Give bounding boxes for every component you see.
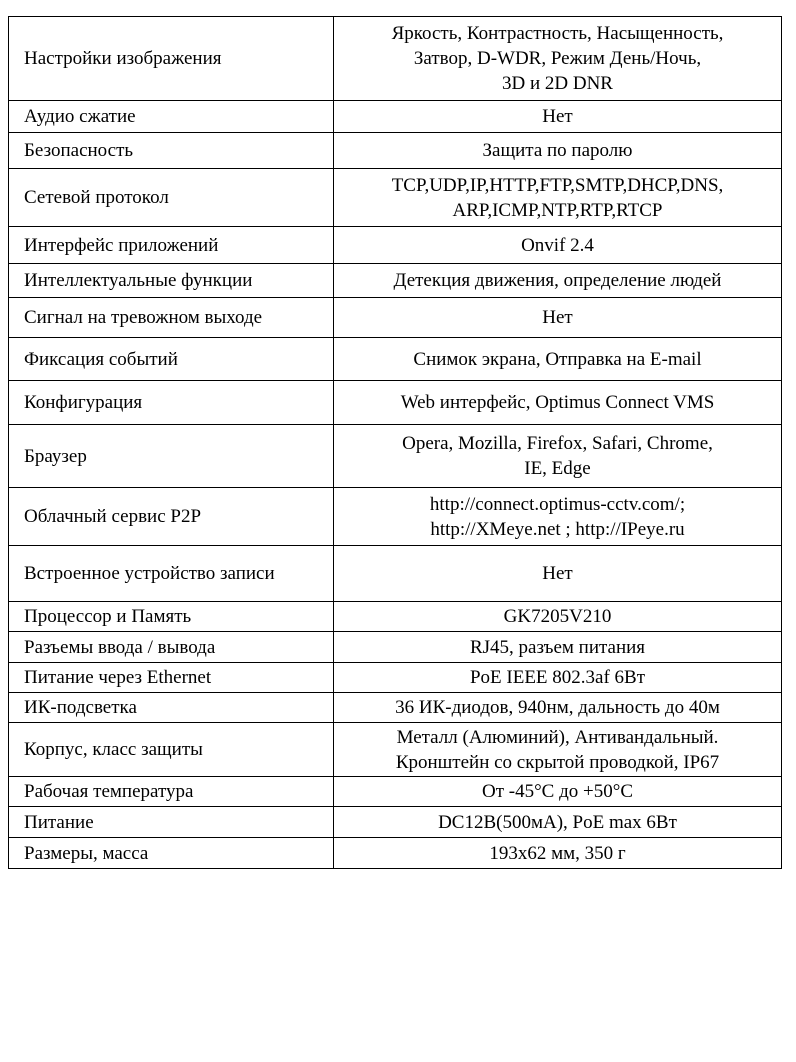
param-cell: Питание xyxy=(9,807,334,838)
param-cell: Фиксация событий xyxy=(9,338,334,381)
value-line: http://connect.optimus-cctv.com/; xyxy=(429,493,686,515)
table-row xyxy=(9,632,782,663)
value-line: Нет xyxy=(542,563,573,584)
value-line: Кронштейн со скрытой проводкой, IP67 xyxy=(395,751,720,773)
value-cell xyxy=(334,777,782,807)
value-line: 193х62 мм, 350 г xyxy=(489,842,626,864)
table-row xyxy=(9,133,782,169)
value-cell xyxy=(334,133,782,169)
value-line: Web интерфейс, Optimus Connect VMS xyxy=(400,392,715,413)
value-cell xyxy=(334,602,782,632)
param-cell: Интерфейс приложений xyxy=(9,227,334,264)
table-row xyxy=(9,777,782,807)
value-cell xyxy=(334,488,782,546)
value-cell xyxy=(334,663,782,693)
value-cell xyxy=(334,298,782,338)
param-cell: Размеры, масса xyxy=(9,838,334,869)
value-line: IE, Edge xyxy=(524,458,591,479)
value-line: 3D и 2D DNR xyxy=(502,73,613,94)
table-row xyxy=(9,264,782,298)
table-row xyxy=(9,838,782,869)
value-cell xyxy=(334,723,782,777)
value-line: 36 ИК-диодов, 940нм, дальность до 40м xyxy=(395,697,720,718)
param-cell: Процессор и Память xyxy=(9,602,334,632)
value-line: ARP,ICMP,NTP,RTP,RTCP xyxy=(452,199,663,221)
table-row xyxy=(9,338,782,381)
param-cell: Аудио сжатие xyxy=(9,101,334,133)
value-cell xyxy=(334,381,782,425)
value-line: Защита по паролю xyxy=(482,140,633,161)
param-cell: Корпус, класс защиты xyxy=(9,723,334,777)
table-row xyxy=(9,425,782,488)
value-cell xyxy=(334,632,782,663)
table-row xyxy=(9,723,782,777)
value-line: Яркость, Контрастность, Насыщенность, xyxy=(391,23,724,44)
table-row xyxy=(9,602,782,632)
value-cell xyxy=(334,101,782,133)
table-row xyxy=(9,488,782,546)
param-cell: Облачный сервис P2P xyxy=(9,488,334,546)
param-cell: Питание через Ethernet xyxy=(9,663,334,693)
value-line: Снимок экрана, Отправка на E-mail xyxy=(413,348,702,370)
param-cell: Браузер xyxy=(9,425,334,488)
value-cell xyxy=(334,264,782,298)
value-line: Детекция движения, определение людей xyxy=(393,270,722,291)
param-cell: Безопасность xyxy=(9,133,334,169)
value-cell xyxy=(334,838,782,869)
value-cell xyxy=(334,425,782,488)
value-cell xyxy=(334,17,782,101)
specifications-table xyxy=(8,16,782,869)
value-cell xyxy=(334,169,782,227)
table-row xyxy=(9,693,782,723)
param-cell: Сетевой протокол xyxy=(9,169,334,227)
value-line: Нет xyxy=(542,106,573,127)
param-cell: Рабочая температура xyxy=(9,777,334,807)
param-cell: ИК-подсветка xyxy=(9,693,334,723)
value-line: DC12В(500мА), PoE max 6Вт xyxy=(438,811,677,833)
value-line: Opera, Mozilla, Firefox, Safari, Chrome, xyxy=(402,433,713,454)
table-row xyxy=(9,807,782,838)
param-cell: Разъемы ввода / вывода xyxy=(9,632,334,663)
param-cell: Интеллектуальные функции xyxy=(9,264,334,298)
value-cell xyxy=(334,227,782,264)
param-cell: Встроенное устройство записи xyxy=(9,546,334,602)
table-row xyxy=(9,101,782,133)
value-line: Металл (Алюминий), Антивандальный. xyxy=(396,726,719,748)
table-row xyxy=(9,381,782,425)
param-cell: Сигнал на тревожном выходе xyxy=(9,298,334,338)
value-line: PoE IEEE 802.3af 6Вт xyxy=(469,667,646,688)
table-row xyxy=(9,663,782,693)
value-line: От -45°С до +50°С xyxy=(481,781,634,802)
param-cell: Конфигурация xyxy=(9,381,334,425)
value-cell xyxy=(334,546,782,602)
value-cell xyxy=(334,693,782,723)
value-line: Нет xyxy=(542,307,573,328)
value-line: GK7205V210 xyxy=(503,606,612,627)
table-row xyxy=(9,298,782,338)
table-row xyxy=(9,17,782,101)
table-row xyxy=(9,227,782,264)
value-line: TCP,UDP,IP,HTTP,FTP,SMTP,DHCP,DNS, xyxy=(391,174,724,196)
value-line: http://XMeye.net ; http://IPeye.ru xyxy=(430,518,685,540)
value-cell xyxy=(334,338,782,381)
value-line: Затвор, D-WDR, Режим День/Ночь, xyxy=(413,48,702,69)
param-cell: Настройки изображения xyxy=(9,17,334,101)
table-row xyxy=(9,169,782,227)
value-cell xyxy=(334,807,782,838)
table-row xyxy=(9,546,782,602)
value-line: RJ45, разъем питания xyxy=(469,636,646,658)
value-line: Onvif 2.4 xyxy=(521,234,594,256)
